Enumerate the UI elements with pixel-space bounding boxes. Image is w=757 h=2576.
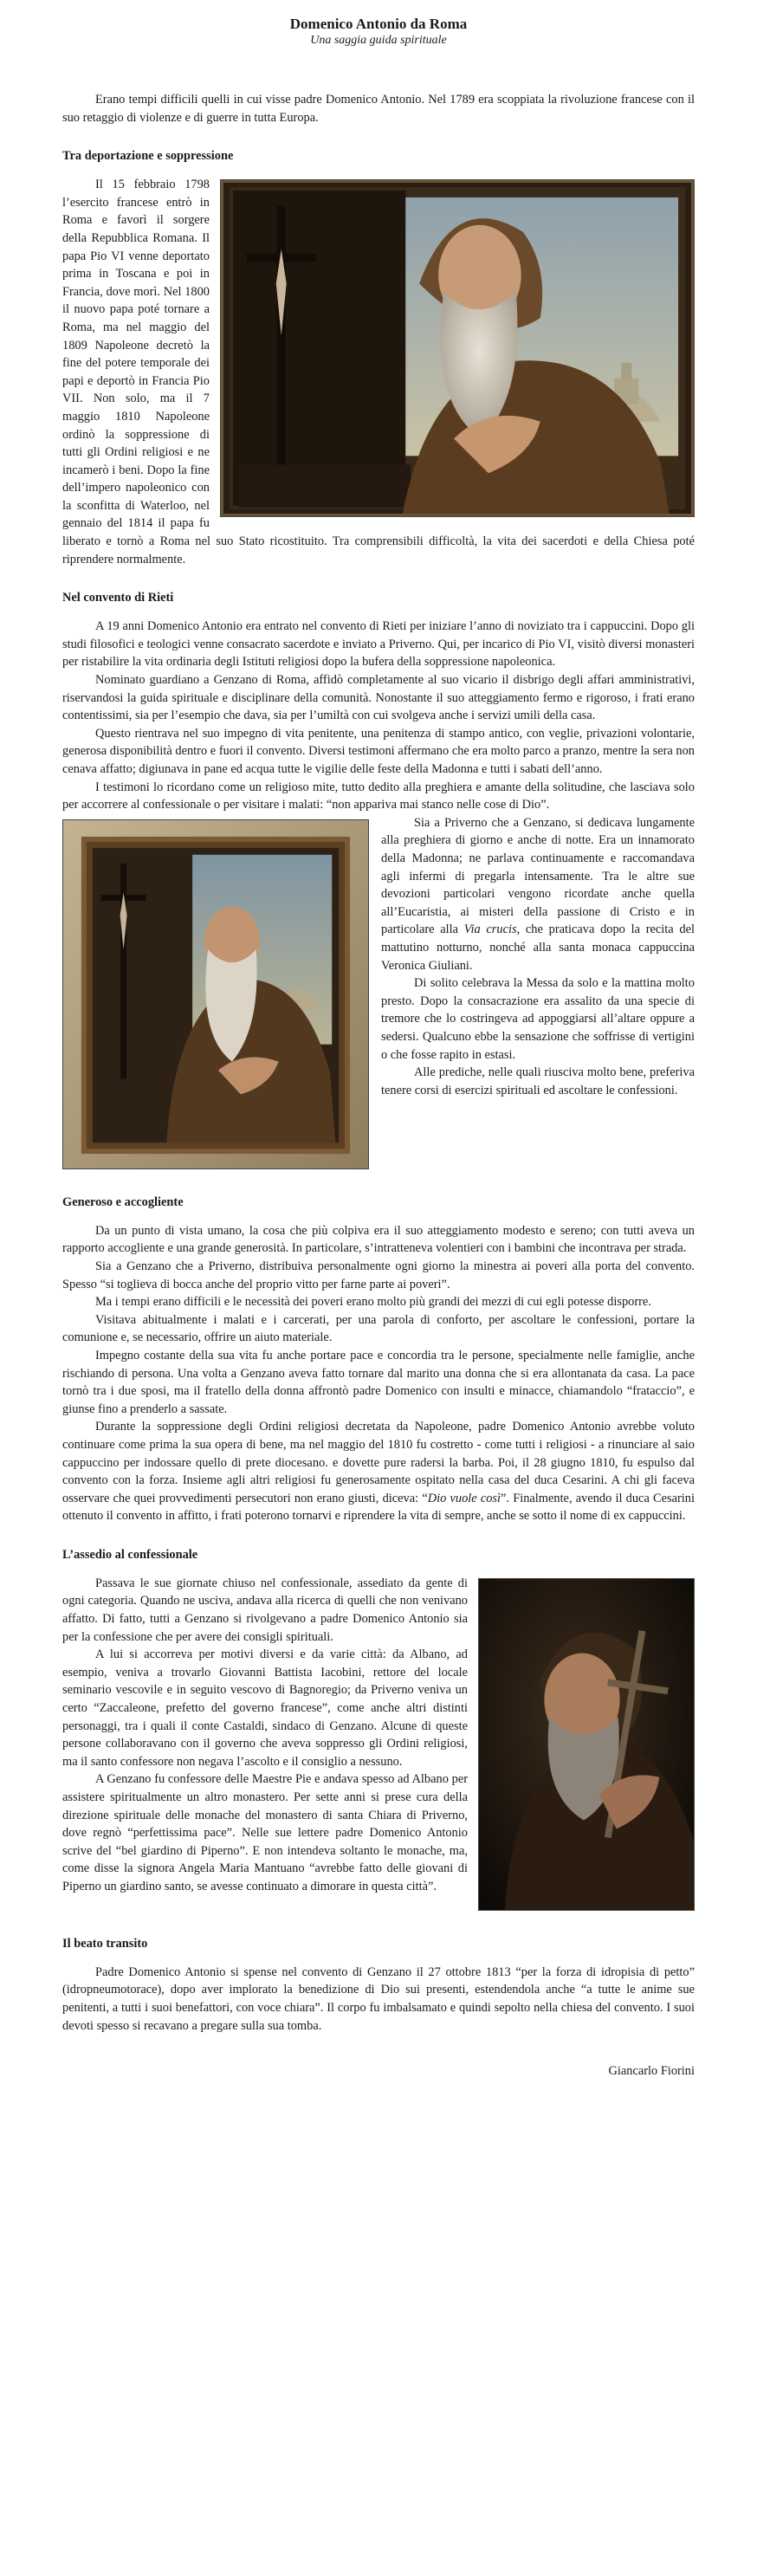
- section2-paragraph-2: Nominato guardiano a Genzano di Roma, affidò completamente al suo vicario il disbrigo degli affari amministrativi, riservandosi la guida spirituale e disciplinare della comunità. Nonostante il suo atteggiamento fermo e rigoroso, i frati erano contentissimi, sia per l’esempio che dava, sia per l’umiltà con cui svolgeva anche i servizi umili della casa.: [62, 673, 695, 723]
- section2-paragraph-4: I testimoni lo ricordano come un religioso mite, tutto dedito alla preghiera e amante della solitudine, che lasciava solo per accorrere al confessionale o per visitare i malati: “non appariva mai stanco nelle cose di Dio”.: [62, 780, 695, 812]
- portrait-painting-2: [62, 819, 369, 1169]
- portrait-painting-1: [220, 179, 695, 517]
- section3-paragraph-5: Impegno costante della sua vita fu anche portare pace e concordia tra le persone, specialmente nelle famiglie, anche rischiando di persona. Una volta a Genzano aveva fatto tornare dal marito una donna che si era allontanata da casa. La pace tornò tra i due sposi, ma il fratello della donna affrontò padre Domenico con insulti e minacce, chiamandolo “frataccio”, e giunse fino a prenderlo a sassate.: [62, 1348, 695, 1416]
- section5-paragraph-1: Padre Domenico Antonio si spense nel convento di Genzano il 27 ottobre 1813 “per la forza di idropisia di petto” (idropneumotorace), dopo aver implorato la benedizione di Dio sui presenti, estendendola anche “a tutte le anime sue penitenti, a tutti i suoi benefattori, con voce chiara”. Il corpo fu imbalsamato e quindi sepolto nella chiesa del convento. I suoi devoti spesso si recavano a pregare sulla sua tomba.: [62, 1964, 695, 2033]
- portrait-friar-crucifix-image: [221, 180, 694, 516]
- section-heading-generoso: Generoso e accogliente: [62, 1194, 184, 1209]
- article-subtitle: Una saggia guida spirituale: [310, 34, 447, 47]
- section3-paragraph-1: Da un punto di vista umano, la cosa che più colpiva era il suo atteggiamento modesto e sereno; con tutti aveva un rapporto accogliente e una grande generosità. In particolare, s’intratteneva volentieri con i bambini che incontrava per strada.: [62, 1223, 695, 1256]
- section2-paragraph-3: Questo rientrava nel suo impegno di vita penitente, una penitenza di stampo antico, con veglie, privazioni volontarie, generosa disponibilità dentro e fuori il convento. Diversi testimoni affermano che era molto parco a pranzo, mentre la sera non cenava affatto; digiunava in pane ed acqua tutte le vigilie delle feste della Madonna e tutti i sabati dell’anno.: [62, 726, 695, 776]
- portrait-friar-crucifix-dark-image: [479, 1579, 694, 1910]
- section-heading-confessionale: L’assedio al confessionale: [62, 1547, 198, 1562]
- section2-p5-text-b: , che praticava dopo la recita del mattutino notturno, nonché alla santa monaca cappuccina Veronica Giuliani.: [381, 922, 695, 973]
- section2-paragraph-6: Di solito celebrava la Messa da solo e la mattina molto presto. Dopo la consacrazione era assalito da una specie di tremore che lo costringeva ad appoggiarsi all’altare oppure a sedersi. Qualcuno ebbe la sensazione che soffrisse di vertigini o che fosse rapito in estasi.: [381, 976, 695, 1062]
- section3-paragraph-4: Visitava abitualmente i malati e i carcerati, per una parola di conforto, per ascoltare le confessioni, portare la comunione e, se necessario, offrire un aiuto materiale.: [62, 1312, 695, 1345]
- section4-paragraph-1: Passava le sue giornate chiuso nel confessionale, assediato da gente di ogni categoria. Quando ne usciva, andava alla ricerca di quelli che non venivano affatto. Di fatto, tutti a Genzano si rivolgevano a padre Domenico Antonio sia per la confessione che per avere dei consigli spirituali.: [62, 1576, 468, 1644]
- section4-paragraph-2: A lui si accorreva per motivi diversi e da varie città: da Albano, ad esempio, veniva a trovarlo Giovanni Battista Iacobini, rettore del locale seminario vescovile e in seguito vescovo di Bagnoregio; da Priverno veniva un certo “Zaccaleone, prefetto del governo francese”, come anche altri distinti personaggi, tra i quali il conte Castaldi, sindaco di Genzano. Alcune di queste persone collaboravano con il governo che aveva soppresso gli Ordini religiosi, ma il santo confessore non negava l’ascolto e il consiglio a nessuno.: [62, 1647, 468, 1769]
- section2-p5-text-a: Sia a Priverno che a Genzano, si dedicava lungamente alla preghiera di giorno e anche di notte. Era un innamorato della Madonna; ne parlava continuamente e raccomandava agli infermi di pregarla intensamente. Tra le altre sue devozioni particolari vengono ricordate anche quella all’Eucaristia, ai misteri della passione di Cristo e in particolare alla: [381, 815, 695, 937]
- section2-paragraph-1: A 19 anni Domenico Antonio era entrato nel convento di Rieti per iniziare l’anno di noviziato tra i cappuccini. Dopo gli studi filosofici e teologici venne consacrato sacerdote e inviato a Priverno. Qui, per incarico di Pio VI, visitò diversi monasteri per ristabilire la vita ordinaria degli Istituti religiosi dopo la bufera della soppressione napoleonica.: [62, 619, 695, 670]
- section-heading-deportazione: Tra deportazione e soppressione: [62, 149, 234, 164]
- section2-p5-emphasis: Via crucis: [463, 922, 517, 937]
- section3-p6-emphasis: Dio vuole così: [427, 1491, 501, 1505]
- section3-paragraph-2: Sia a Genzano che a Priverno, distribuiva personalmente ogni giorno la minestra ai poveri alla porta del convento. Spesso “si toglieva di bocca anche del proprio vitto per farne parte ai poveri”.: [62, 1259, 695, 1291]
- section-heading-transito: Il beato transito: [62, 1936, 148, 1951]
- section3-paragraph-6: [62, 1418, 695, 1525]
- intro-paragraph: Erano tempi difficili quelli in cui visse padre Domenico Antonio. Nel 1789 era scoppiata la rivoluzione francese con il suo retaggio di violenze e di guerre in tutta Europa.: [62, 93, 695, 125]
- article: [62, 12, 695, 2079]
- section-heading-rieti: Nel convento di Rieti: [62, 591, 174, 605]
- section1-paragraph: Il 15 febbraio 1798 l’esercito francese entrò in Roma e favorì il sorgere della Repubblica Romana. Il papa Pio VI venne deportato prima in Toscana e poi in Francia, dove morì. Nel 1800 il nuovo papa poté tornare a Roma, ma nel maggio del 1809 Napoleone decretò la fine del potere temporale dei papi e deportò in Francia Pio VII. Non solo, ma il 7 maggio 1810 Napoleone ordinò la soppressione di tutti gli Ordini religiosi e ne incamerò i beni. Dopo la fine dell’impero napoleonico con la sconfitta di Waterloo, nel gennaio del 1814 il papa fu liberato e tornò a Roma nel suo Stato ricostituito. Tra comprensibili difficoltà, la vita dei sacerdoti e della Chiesa poté riprendere normalmente.: [62, 178, 695, 566]
- author-signature: Giancarlo Fiorini: [608, 2064, 695, 2079]
- section3-p6-text-b: ”. Finalmente, avendo il duca Cesarini ottenuto il convento in affitto, i frati poterono tornarvi e riprendere la vita di sempre, anche se sotto il nome di ex cappuccini.: [62, 1491, 695, 1524]
- portrait-painting-3: [478, 1578, 695, 1911]
- section2-paragraph-7: Alle prediche, nelle quali riusciva molto bene, preferiva tenere corsi di esercizi spirituali ed ascoltare le confessioni.: [381, 1065, 695, 1097]
- section3-paragraph-3: Ma i tempi erano difficili e le necessità dei poveri erano molto più grandi dei mezzi di cui egli potesse disporre.: [95, 1295, 651, 1310]
- section4-paragraph-3: A Genzano fu confessore delle Maestre Pie e andava spesso ad Albano per assistere spiritualmente un altro monastero. Per sette anni si prese cura della direzione spirituale delle monache del monastero di santa Chiara di Priverno, dove regnò “perfettissima pace”. Nelle sue lettere padre Domenico Antonio scrive del “bel giardino di Piperno”. E non intendeva soltanto le monache, ma, come disse la signora Angela Maria Mantuano “avrebbe fatto delle giovani di Piperno un giardino santo, se avesse continuato a dimorare in questa città”.: [62, 1772, 468, 1893]
- portrait-friar-praying-image: [63, 820, 368, 1168]
- article-title: Domenico Antonio da Roma: [289, 16, 468, 32]
- section3-p6-text-a: Durante la soppressione degli Ordini religiosi decretata da Napoleone, padre Domenico Antonio avrebbe voluto continuare come prima la sua opera di bene, ma nel maggio del 1810 fu costretto - come tutti i religiosi - a rinunciare al saio cappuccino per indossare quello di prete diocesano. e dovette pure radersi la barba. Poi, il 28 giugno 1810, fu espulso dal convento con la forza. Insieme agli altri religiosi fu generosamente ospitato nella casa del duca Cesarini. A chi gli faceva osservare che quei provvedimenti persecutori non erano giusti, diceva: “: [62, 1420, 695, 1505]
